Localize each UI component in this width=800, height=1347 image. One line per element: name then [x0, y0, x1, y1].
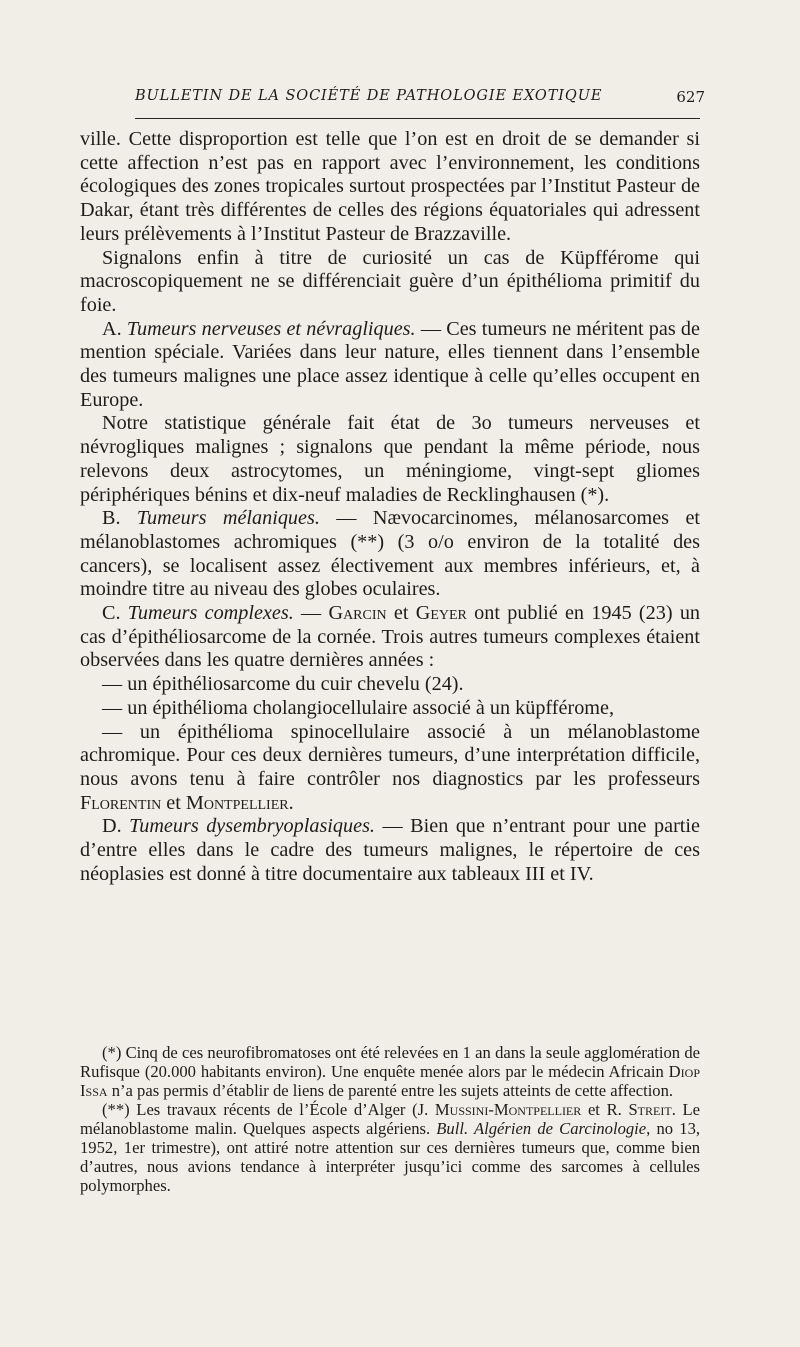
footnote-text: , no 13, 1952, 1er trimestre), ont attiré notre attention sur ces dernières tumeurs que, comme bien d’autres, nous avions tendance à interpréter jusqu’ici comme des sarcomes à cellules polymorphes. [80, 1119, 701, 1195]
footnotes [80, 1043, 700, 1195]
footnote-1 [80, 1043, 700, 1100]
list-item: — un épithélioma cholangiocellulaire associé à un küpfférome, [102, 696, 614, 719]
page-number: 627 [676, 88, 705, 106]
journal-citation: Bull. Algérien de Carcinologie [436, 1119, 647, 1138]
footnote-text: n’a pas permis d’établir de liens de parenté entre les sujets atteints de cette affection. [107, 1081, 674, 1100]
paragraph: Signalons enfin à titre de curiosité un cas de Küpfférome qui macroscopiquement ne se différenciait guère d’un épithélioma primitif du foie. [80, 246, 700, 316]
section-b [80, 507, 700, 602]
section-label: D. [102, 815, 130, 838]
section-label: C. [102, 602, 128, 625]
running-header [135, 88, 705, 114]
list-item-text: . [288, 791, 294, 814]
author-name: Geyer [415, 602, 467, 625]
footnote-text: (*) Cinq de ces neurofibromatoses ont été relevées en 1 an dans la seule agglomération de Rufisque (20.000 habitants environ). Une enquête menée alors par le médecin Africain [80, 1043, 700, 1081]
author-name: Diop Issa [80, 1062, 700, 1100]
list-item-text: — un épithélioma spinocellulaire associé à un mélanoblastome achromique. Pour ces deux dernières tumeurs, d’une interprétation difficile, nous avons tenu à faire contrôler nos diagnostics par les professeurs [80, 720, 700, 790]
section-d [80, 815, 700, 886]
section-label: B. [102, 507, 137, 530]
list-item [80, 721, 700, 816]
footnote-2 [80, 1100, 700, 1195]
author-name: Mussini-Montpellier [434, 1100, 582, 1119]
list-item: — un épithéliosarcome du cuir chevelu (24). [102, 673, 464, 696]
paragraph: ville. Cette disproportion est telle que l’on est en droit de se demander si cette affection n’est pas en rapport avec l’environnement, les conditions écologiques des zones tropicales surtout prospectées par l’Institut Pasteur de Dakar, étant très différentes de celles des régions équatoriales qui adressent leurs prélèvements à l’Institut Pasteur de Brazzaville. [80, 128, 700, 245]
author-name: Montpellier [185, 791, 289, 814]
section-title: Tumeurs nerveuses et névragliques. [126, 317, 416, 340]
footnote-text: et R. [581, 1100, 629, 1119]
section-text: — Nævocarcinomes, mélanosarcomes et mélanoblastomes achromiques (**) (3 o/o environ de la totalité des cancers), se localisent assez électivement aux membres inférieurs, et, à moindre titre au niveau des globes oculaires. [80, 507, 701, 601]
section-title: Tumeurs complexes. [127, 602, 294, 625]
footnote-text: . Le mélanoblastome malin. Quelques aspects algériens. [80, 1100, 700, 1138]
footnote-text: (**) Les travaux récents de l’École d’Alger (J. [102, 1100, 435, 1119]
section-text: — Ces tumeurs ne méritent pas de mention spéciale. Variées dans leur nature, elles tiennent dans l’ensemble des tumeurs malignes une place assez identique à celle qu’elles occupent en Europe. [80, 317, 700, 411]
author-name: Garcin [328, 602, 387, 625]
list-item-text: et [161, 791, 186, 814]
author-name: Streit [628, 1100, 672, 1119]
section-text: ont publié en 1945 (23) un cas d’épithéliosarcome de la cornée. Trois autres tumeurs complexes étaient observées dans les quatre dernières années : [80, 602, 701, 672]
journal-title: BULLETIN DE LA SOCIÉTÉ DE PATHOLOGIE EXOTIQUE [135, 88, 603, 104]
section-text: et [386, 602, 416, 625]
section-text: — Bien que n’entrant pour une partie d’entre elles dans le cadre des tumeurs malignes, le répertoire de ces néoplasies est donné à titre documentaire aux tableaux III et IV. [80, 815, 700, 885]
section-title: Tumeurs mélaniques. [136, 507, 320, 530]
section-a [80, 318, 700, 413]
section-c [80, 602, 700, 673]
article-body [80, 128, 700, 887]
header-rule [135, 118, 700, 119]
section-title: Tumeurs dysembryoplasiques. [129, 815, 375, 838]
section-text: — [293, 602, 329, 625]
author-name: Florentin [80, 791, 162, 814]
section-label: A. [102, 317, 127, 340]
paragraph: Notre statistique générale fait état de 3o tumeurs nerveuses et névrogliques malignes ; signalons que pendant la même période, nous relevons deux astrocytomes, un méningiome, vingt-sept gliomes périphériques bénins et dix-neuf maladies de Recklinghausen (*). [80, 412, 700, 506]
